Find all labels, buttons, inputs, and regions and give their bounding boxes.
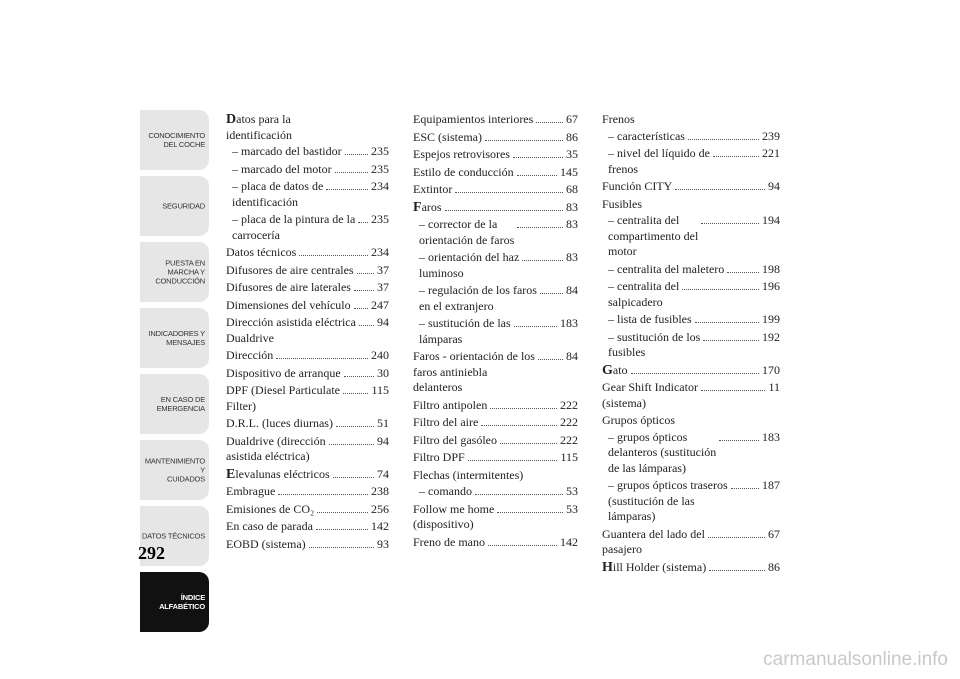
dot-leader [468,460,558,461]
dot-leader [695,322,759,323]
index-entry[interactable] [226,383,389,414]
dot-leader [536,122,563,123]
index-entry-page: 222 [560,397,578,412]
index-entry-label: – comando [419,484,472,498]
index-heading [602,413,780,429]
index-entry[interactable] [413,415,578,431]
dot-leader [517,175,557,176]
index-entry-page: 222 [560,432,578,447]
index-entry-label: – centralita del maletero [608,261,725,276]
index-entry-label: – marcado del motor [232,161,332,176]
index-entry[interactable] [602,129,780,145]
index-entry-page: 68 [566,182,578,196]
index-entry[interactable] [413,250,578,281]
section-tab-label: CONOCIMIENTO DEL COCHE [148,131,205,149]
dot-leader [344,376,374,377]
index-entry-page: 199 [762,312,780,326]
index-entry-page: 240 [371,348,389,362]
section-tab-0[interactable] [140,110,209,170]
index-entry-page: 115 [371,383,389,397]
index-entry-label: Extintor [413,182,453,196]
section-tab-7[interactable] [140,572,209,632]
index-entry-label: – características [608,128,685,143]
index-entry-page: 30 [377,365,389,380]
index-entry[interactable] [602,363,780,379]
section-tab-3[interactable] [140,308,209,368]
index-heading-text: Grupos ópticos [602,413,675,427]
dot-leader [488,545,557,546]
section-tab-5[interactable] [140,440,209,500]
index-entry[interactable] [226,434,389,465]
index-initial-letter: F [413,199,422,215]
index-initial-letter: E [226,466,236,482]
index-entry-label: ato [612,362,628,377]
index-entry-page: 94 [768,179,780,193]
index-entry-label: Dispositivo de arranque [226,365,341,380]
index-heading [226,112,389,143]
dot-leader [500,443,557,444]
index-entry[interactable] [413,450,578,466]
index-column-3 [602,112,780,577]
dot-leader [343,393,368,394]
dot-leader [317,512,368,513]
index-entry-label: Dualdrive (dirección asistida eléctrica) [226,433,326,463]
section-tab-4[interactable] [140,374,209,434]
dot-leader [731,488,759,489]
index-entry-page: 235 [371,212,389,226]
index-entry-label: – corrector de la orientación de faros [419,217,515,247]
index-entry-label: Embrague [226,484,276,498]
section-tab-label: ÍNDICE ALFABÉTICO [159,593,205,611]
index-entry[interactable] [602,312,780,328]
index-entry-page: 183 [762,429,780,444]
index-entry-label: Filtro del gasóleo [413,432,497,447]
index-entry-label: Filtro antipolen [413,397,488,412]
index-entry[interactable] [226,179,389,210]
dot-leader [682,289,759,290]
dot-leader [485,140,563,141]
section-tab-2[interactable] [140,242,209,302]
index-entry-label: – placa de datos de identificación [232,179,324,209]
index-entry-page: 67 [566,112,578,126]
index-heading [602,112,780,128]
index-entry-label: – sustitución de los fusibles [608,329,701,359]
index-entry[interactable] [413,535,578,551]
index-entry-label: Datos técnicos [226,245,297,259]
index-entry-page: 84 [566,283,578,297]
index-entry-page: 192 [762,329,780,344]
index-entry-page: 67 [768,526,780,541]
dot-leader [335,172,368,173]
dot-leader [522,260,563,261]
index-entry[interactable] [413,316,578,347]
dot-leader [333,477,374,478]
dot-leader [701,390,765,391]
index-entry-page: 51 [377,416,389,430]
index-entry[interactable] [602,213,780,260]
index-entry-label: Dimensiones del vehículo [226,297,351,312]
index-entry-label: Equipamientos interiores [413,112,534,126]
dot-leader [513,157,563,158]
index-entry-page: 187 [762,478,780,492]
index-initial-letter: H [602,559,613,575]
index-entry[interactable] [602,560,780,576]
dot-leader [354,290,374,291]
index-entry-label: Faros - orientación de los faros antiniebla delanteros [413,349,535,394]
index-entry[interactable] [413,112,578,128]
index-entry-page: 93 [377,536,389,551]
index-entry-page: 84 [566,349,578,363]
index-entry-page: 83 [566,217,578,231]
index-entry-label: – grupos ópticos traseros (sustitución de las lámparas) [608,478,728,523]
index-entry[interactable] [602,179,780,195]
dot-leader [278,494,368,495]
index-entry-page: 94 [377,315,389,329]
dot-leader [631,373,759,374]
index-entry-page: 145 [560,164,578,179]
index-entry-label: Emisiones de CO₂ [226,501,315,516]
index-entry-label: Difusores de aire laterales [226,280,351,294]
index-entry[interactable] [226,502,389,518]
index-entry-page: 247 [371,297,389,312]
section-tab-label: EN CASO DE EMERGENCIA [156,395,205,413]
index-column-2 [413,112,578,552]
section-tab-label: MANTENIMIENTO Y CUIDADOS [144,456,205,484]
index-heading [602,197,780,213]
index-entry-page: 83 [566,250,578,264]
index-heading-text: Fusibles [602,196,643,211]
index-entry-label: Gear Shift Indicator (sistema) [602,380,698,410]
section-tab-label: SEGURIDAD [162,201,205,211]
index-entry[interactable] [602,527,780,558]
index-entry-page: 53 [566,484,578,498]
index-entry-label: – regulación de los faros en el extranjero [419,283,537,313]
index-entry-label: – grupos ópticos delanteros (sustitución de las lámparas) [608,429,717,475]
dot-leader [701,223,759,224]
index-entry[interactable] [413,484,578,500]
index-entry[interactable] [226,519,389,535]
index-entry[interactable] [413,433,578,449]
index-entry[interactable] [602,478,780,525]
section-tab-label: DATOS TÉCNICOS [141,531,205,541]
index-entry-page: 37 [377,280,389,294]
index-entry-page: 170 [762,362,780,377]
index-entry-page: 74 [377,466,389,481]
dot-leader [708,537,765,538]
index-entry[interactable] [226,212,389,243]
index-entry-label: ESC (sistema) [413,129,482,144]
index-entry-label: – placa de la pintura de la carrocería [232,212,356,242]
index-initial-letter: G [602,362,613,378]
index-entry-label: EOBD (sistema) [226,536,306,551]
index-entry[interactable] [226,537,389,553]
index-entry-page: 53 [566,501,578,516]
dot-leader [517,227,563,228]
index-entry-label: Guantera del lado del pasajero [602,526,705,556]
index-heading-text: atos para la identificación [226,112,292,142]
index-entry-label: Freno de mano [413,534,485,549]
index-entry-label: levalunas eléctricos [235,466,330,481]
dot-leader [514,326,557,327]
index-entry-label: Dirección asistida eléctrica Dualdrive [226,315,356,345]
index-entry-label: Filtro DPF [413,450,465,464]
index-entry[interactable] [602,279,780,310]
dot-leader [703,340,759,341]
index-entry-page: 235 [371,161,389,176]
dot-leader [358,222,368,223]
dot-leader [276,358,368,359]
index-entry[interactable] [226,280,389,296]
index-entry[interactable] [226,315,389,346]
index-heading-text: Frenos [602,112,635,126]
dot-leader [455,192,563,193]
index-entry[interactable] [602,380,780,411]
dot-leader [709,570,765,571]
dot-leader [357,273,374,274]
section-tab-1[interactable] [140,176,209,236]
index-entry[interactable] [226,245,389,261]
index-entry-label: Follow me home (dispositivo) [413,501,495,531]
index-entry-label: Función CITY [602,179,673,193]
dot-leader [329,444,374,445]
index-entry-page: 183 [560,316,578,330]
index-entry-page: 115 [560,450,578,464]
dot-leader [675,189,765,190]
index-entry[interactable] [602,330,780,361]
index-entry[interactable] [413,283,578,314]
section-tab-label: INDICADORES Y MENSAJES [148,329,205,347]
index-entry-label: Estilo de conducción [413,164,514,179]
index-entry-label: DPF (Diesel Particulate Filter) [226,383,340,413]
section-tab-label: PUESTA EN MARCHA Y CONDUCCIÓN [155,258,205,286]
index-entry-page: 198 [762,261,780,276]
index-entry-label: Difusores de aire centrales [226,262,354,277]
index-entry[interactable] [226,484,389,500]
index-entry-label: – marcado del bastidor [232,144,342,158]
index-column-1 [226,112,389,554]
index-entry-label: aros [421,199,442,214]
index-entry-page: 194 [762,213,780,227]
dot-leader [326,189,368,190]
index-entry-page: 83 [566,199,578,214]
dot-leader [475,494,563,495]
index-entry-page: 234 [371,245,389,259]
index-entry-page: 142 [560,534,578,549]
index-entry[interactable] [413,200,578,216]
index-entry[interactable] [413,182,578,198]
dot-leader [336,426,374,427]
index-entry-page: 235 [371,144,389,158]
index-entry[interactable] [226,348,389,364]
index-entry[interactable] [413,217,578,248]
index-entry[interactable] [226,467,389,483]
index-entry-label: Filtro del aire [413,415,479,429]
index-entry-page: 35 [566,147,578,161]
dot-leader [481,425,557,426]
index-entry-page: 11 [768,380,780,394]
dot-leader [538,359,563,360]
index-entry-page: 37 [377,262,389,277]
index-entry-label: – centralita del compartimento del motor [608,213,699,258]
index-entry[interactable] [602,146,780,177]
index-entry[interactable] [413,349,578,396]
dot-leader [359,325,374,326]
index-entry[interactable] [226,162,389,178]
index-entry-page: 196 [762,279,780,293]
index-heading [413,468,578,484]
index-entry-label: – sustitución de las lámparas [419,316,511,346]
dot-leader [345,154,368,155]
index-entry-page: 94 [377,433,389,448]
dot-leader [309,547,374,548]
index-entry-page: 256 [371,501,389,516]
dot-leader [299,255,368,256]
dot-leader [354,308,368,309]
index-entry[interactable] [413,502,578,533]
dot-leader [713,156,759,157]
index-entry[interactable] [226,366,389,382]
dot-leader [540,293,563,294]
index-entry[interactable] [226,263,389,279]
index-entry[interactable] [602,430,780,477]
dot-leader [497,512,563,513]
index-entry-label: – nivel del líquido de frenos [608,146,710,176]
index-entry-label: – centralita del salpicadero [608,279,680,309]
index-entry-label: En caso de parada [226,519,313,533]
index-entry[interactable] [413,130,578,146]
index-entry-page: 239 [762,128,780,143]
watermark: carmanualsonline.info [763,649,948,670]
dot-leader [490,408,557,409]
dot-leader [727,272,759,273]
index-entry-page: 221 [762,146,780,160]
index-entry-page: 222 [560,415,578,429]
index-entry[interactable] [226,298,389,314]
dot-leader [688,139,759,140]
index-entry-page: 142 [371,519,389,533]
index-entry-label: ill Holder (sistema) [612,559,707,574]
index-entry-label: D.R.L. (luces diurnas) [226,416,333,430]
index-entry[interactable] [602,262,780,278]
index-entry[interactable] [226,144,389,160]
index-entry-label: – orientación del haz luminoso [419,250,520,280]
index-entry[interactable] [226,416,389,432]
index-initial-letter: D [226,112,237,127]
index-heading-text: Flechas (intermitentes) [413,467,524,482]
index-entry-label: Dirección [226,348,274,362]
dot-leader [316,529,368,530]
index-entry-page: 86 [768,559,780,574]
dot-leader [719,440,759,441]
index-entry-label: – lista de fusibles [608,312,692,326]
index-entry[interactable] [413,165,578,181]
index-entry[interactable] [413,398,578,414]
page-number: 292 [138,543,165,563]
index-entry-label: Espejos retrovisores [413,147,510,161]
dot-leader [445,210,563,211]
index-entry-page: 238 [371,484,389,498]
index-entry-page: 86 [566,129,578,144]
index-entry-page: 234 [371,179,389,193]
index-entry[interactable] [413,147,578,163]
